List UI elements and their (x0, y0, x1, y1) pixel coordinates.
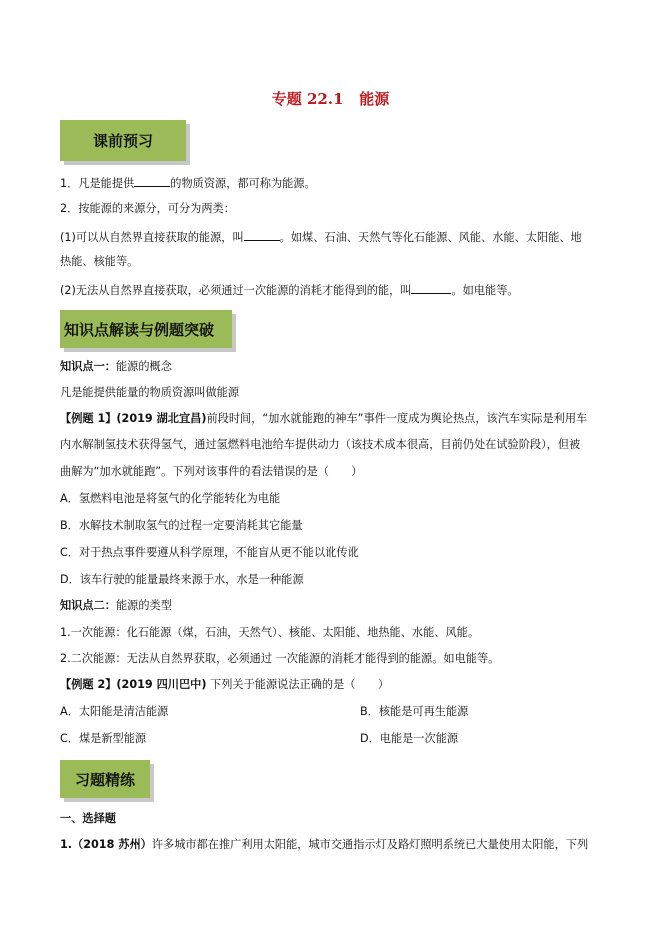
text: 一、选择题 (60, 812, 116, 825)
option-a: A．太阳能是清洁能源 (60, 705, 169, 718)
preview-q1 (60, 175, 608, 191)
question-tag: 1.（2018 苏州） (60, 838, 152, 851)
text: 能源的概念 (115, 360, 172, 373)
section-label: 习题精练 (74, 770, 135, 789)
kp2-heading (60, 599, 608, 613)
section-banner-knowledge (60, 310, 232, 348)
kp1-heading (60, 360, 608, 374)
text: (2)无法从自然界直接获取，必须通过一次能源的消耗才能得到的能，叫 (60, 284, 412, 297)
section-label: 知识点解读与例题突破 (64, 320, 215, 339)
kp2-line1 (60, 626, 608, 640)
kp1-definition (60, 386, 608, 400)
practice-q1 (60, 838, 608, 852)
text: 1.一次能源：化石能源（煤，石油，天然气）、核能、太阳能、地热能、水能、风能。 (60, 626, 480, 639)
text: 许多城市都在推广利用太阳能，城市交通指示灯及路灯照明系统已大量使用太阳能，下列 (151, 838, 589, 851)
text: 知识点一： (60, 360, 116, 373)
preview-q2-2 (60, 282, 608, 298)
example1-option-a (60, 492, 608, 506)
text: 1．凡是能提供 (60, 177, 135, 190)
practice-subheading (60, 812, 608, 826)
example2-question (60, 678, 608, 692)
section-label: 课前预习 (92, 132, 153, 150)
text: 。如煤、石油、天然气等化石能源、风能、水能、太阳能、地 (279, 231, 582, 244)
preview-q2-1-cont (60, 255, 608, 269)
preview-q2-1 (60, 229, 608, 245)
text: D．该车行驶的能量最终来源于水，水是一种能源 (60, 573, 304, 586)
text: 内水解制氢技术获得氢气，通过氢燃料电池给车提供动力（该技术成本很高，目前仍处在试验阶段），但被 (60, 438, 581, 451)
text: 凡是能提供能量的物质资源叫做能源 (60, 386, 240, 399)
text: C．对于热点事件要遵从科学原理，不能盲从更不能以讹传讹 (60, 546, 359, 559)
answer-blank (411, 282, 451, 294)
text: 2．按能源的来源分，可分为两类： (60, 202, 235, 215)
preview-q2 (60, 202, 608, 216)
text: B．水解技术制取氢气的过程一定要消耗其它能量 (60, 519, 303, 532)
text: (1)可以从自然界直接获取的能源，叫 (60, 231, 244, 244)
option-d: D．电能是一次能源 (360, 732, 459, 745)
text: 热能、核能等。 (60, 255, 139, 268)
example1-line2 (60, 438, 608, 452)
text: 能源的类型 (115, 599, 172, 612)
text: 的物质资源，都可称为能源。 (170, 177, 316, 190)
answer-blank (134, 175, 170, 187)
option-c: C．煤是新型能源 (60, 732, 147, 745)
text: 下列关于能源说法正确的是（ ） (206, 678, 390, 691)
section-banner-practice (60, 760, 150, 798)
example1-line3 (60, 465, 608, 479)
text: A．氢燃料电池是将氢气的化学能转化为电能 (60, 492, 281, 505)
example1-option-c (60, 546, 608, 560)
text: 知识点二： (60, 599, 116, 612)
text: 曲解为“加水就能跑”。下列对该事件的看法错误的是（ ） (60, 465, 363, 478)
section-banner-preview (60, 120, 186, 161)
example-tag: 【例题 2】(2019 四川巴中) (60, 678, 207, 691)
title-number: 专题 22.1 (271, 90, 344, 108)
text: 2.二次能源：无法从自然界获取，必须通过 一次能源的消耗才能得到的能源。如电能等。 (60, 652, 500, 665)
example1-option-b (60, 519, 608, 533)
answer-blank (244, 229, 280, 241)
example1-line1 (60, 412, 608, 426)
title-name: 能源 (359, 90, 390, 108)
text: 。如电能等。 (451, 284, 519, 297)
page-title (0, 88, 661, 109)
example2-options-row1 (60, 705, 608, 719)
text: 前段时间，“加水就能跑的神车”事件一度成为舆论热点，该汽车实际是利用车 (206, 412, 588, 425)
example-tag: 【例题 1】(2019 湖北宜昌) (60, 412, 207, 425)
example1-option-d (60, 573, 608, 587)
option-b: B．核能是可再生能源 (360, 705, 469, 718)
kp2-line2 (60, 652, 608, 666)
example2-options-row2 (60, 732, 608, 746)
